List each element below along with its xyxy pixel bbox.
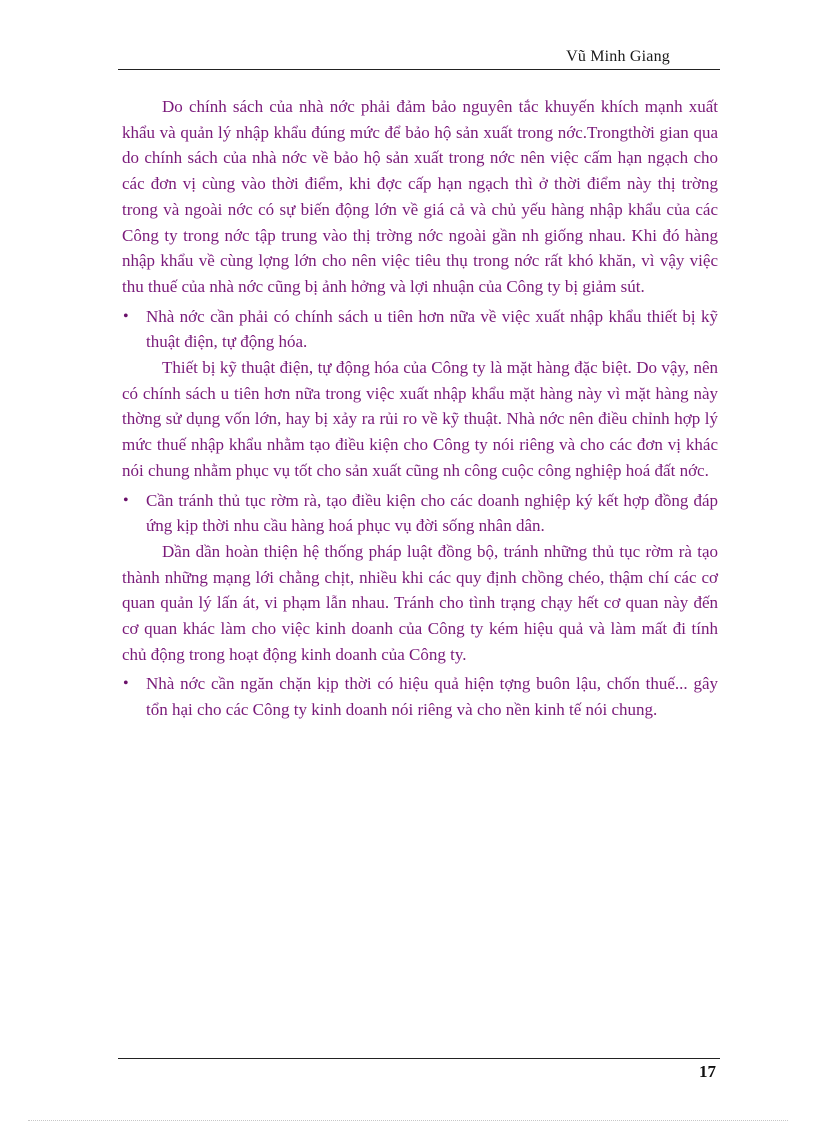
bullet-text-1: Nhà nớc cần phải có chính sách u tiên hơn nữa về việc xuất nhập khẩu thiết bị kỹ thuật điện, tự động hóa. xyxy=(146,306,718,352)
paragraph-1: Do chính sách của nhà nớc phải đảm bảo nguyên tắc khuyến khích mạnh xuất khẩu và quản lý nhập khẩu đúng mức để bảo hộ sản xuất trong nớc.Trongthời gian qua do chính sách của nhà nớc về bảo hộ sản xuất trong nớc nên việc cấm hạn ngạch cho các đơn vị cùng vào thời điểm, khi đợc cấp hạn ngạch thì ở thời điểm này thị trờng trong và ngoài nớc có sự biến động lớn về giá cả và chủ yếu hàng nhập khẩu của các Công ty trong nớc tập trung vào thị trờng nớc ngoài gần nh giống nhau. Khi đó hàng nhập khẩu về cùng lợng lớn cho nên việc tiêu thụ trong nớc rất khó khăn, vì vậy việc thu thuế của nhà nớc cũng bị ảnh hởng và lợi nhuận của Công ty bị giảm sút. xyxy=(122,97,718,296)
bullet-text-2: Cần tránh thủ tục rờm rà, tạo điều kiện cho các doanh nghiệp ký kết hợp đồng đáp ứng kịp thời nhu cầu hàng hoá phục vụ đời sống nhân dân. xyxy=(146,490,718,536)
bullet-item-2 xyxy=(122,488,718,539)
document-body xyxy=(122,94,718,723)
bullet-item-1 xyxy=(122,304,718,355)
header-rule xyxy=(118,69,720,70)
bullet-item-3 xyxy=(122,671,718,722)
paragraph-2: Thiết bị kỹ thuật điện, tự động hóa của Công ty là mặt hàng đặc biệt. Do vậy, nên có chính sách u tiên hơn nữa trong việc xuất nhập khẩu mặt hàng này vì mặt hàng này thờng sử dụng vốn lớn, hay bị xảy ra rủi ro về kỹ thuật. Nhà nớc nên điều chỉnh hợp lý mức thuế nhập khẩu nhằm tạo điều kiện cho Công ty nói riêng và cho các đơn vị khác nói chung nhằm phục vụ tốt cho sản xuất cũng nh công cuộc công nghiệp hoá đất nớc. xyxy=(122,358,718,480)
paragraph-3: Dần dần hoàn thiện hệ thống pháp luật đồng bộ, tránh những thủ tục rờm rà tạo thành những mạng lới chằng chịt, nhiều khi các quy định chồng chéo, thậm chí các cơ quan quản lý lấn át, vi phạm lẫn nhau. Tránh cho tình trạng chạy hết cơ quan này đến cơ quan khác làm cho việc kinh doanh của Công ty kém hiệu quả và làm mất đi tính chủ động trong hoạt động kinh doanh của Công ty. xyxy=(122,541,718,664)
page-edge-divider xyxy=(28,1120,788,1121)
bullet-icon: • xyxy=(123,491,129,509)
footer-rule xyxy=(118,1058,720,1059)
bullet-icon: • xyxy=(123,307,129,325)
bullet-text-3: Nhà nớc cần ngăn chặn kịp thời có hiệu quả hiện tợng buôn lậu, chốn thuế... gây tổn hại cho các Công ty kinh doanh nói riêng và cho nền kinh tế nói chung. xyxy=(146,674,718,720)
bullet-icon: • xyxy=(123,675,129,693)
header-author: Vũ Minh Giang xyxy=(566,48,670,65)
page-number: 17 xyxy=(699,1062,716,1081)
